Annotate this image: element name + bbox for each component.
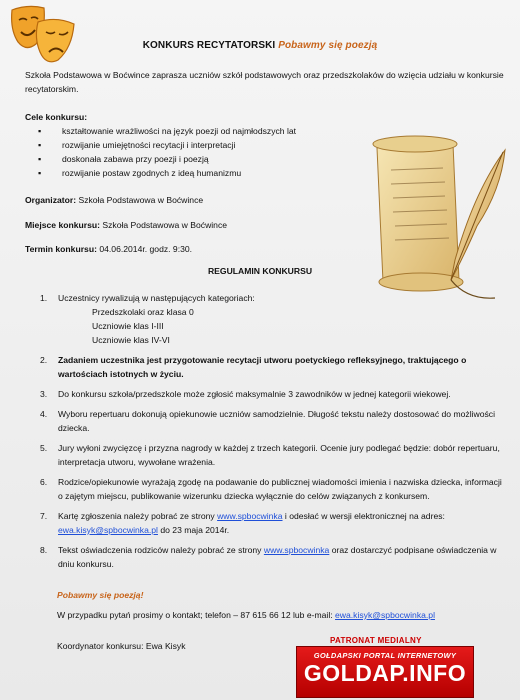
term-value: 04.06.2014r. godz. 9:30. [96, 244, 193, 254]
rule-text: i odesłać w wersji elektronicznej na adres: [282, 511, 445, 521]
rule-item: 1. Uczestnicy rywalizują w następujących kategoriach: Przedszkolaki oraz klasa 0 Uczniowie klas I-III Uczniowie klas IV-VI [38, 291, 508, 347]
portal-label: GOŁDAPSKI PORTAL INTERNETOWY [313, 651, 457, 660]
email-link[interactable]: ewa.kisyk@spbocwinka.pl [58, 525, 158, 535]
contact-line [57, 610, 512, 620]
goal-item: ▪ kształtowanie wrażliwości na język poezji od najmłodszych lat [38, 124, 296, 138]
rule-item: 4. Wyboru repertuaru dokonują opiekunowie uczniów samodzielnie. Długość tekstu należy dostosować do możliwości dziecka. [40, 409, 495, 433]
place-value: Szkoła Podstawowa w Boćwince [99, 220, 228, 230]
website-link[interactable]: www.spbocwinka [263, 545, 330, 555]
goal-item: ▪ rozwijanie umiejętności recytacji i interpretacji [38, 138, 296, 152]
rule-text: Wyboru repertuaru dokonują opiekunowie uczniów samodzielnie. Długość tekstu należy dostosować do możliwości dziecka. [58, 409, 495, 433]
rule-item: 5. Jury wyłoni zwycięzcę i przyzna nagrody w każdej z trzech kategorii. Ocenie jury podlegać będzie: dobór repertuaru, interpretacja utworu, wywołane wrażenia. [40, 443, 500, 467]
page-title [0, 40, 520, 51]
website-link[interactable]: www.spbocwinka [217, 511, 283, 521]
rule-text: oraz dostarczyć podpisane oświadczenia w dniu konkursu. [58, 545, 497, 569]
parchment-scroll-quill-icon [355, 130, 515, 310]
rule-text: Rodzice/opiekunowie wyrażają zgodę na podawanie do publicznej wiadomości imienia i nazwiska dziecka, informacji o zajętym miejscu, publikowanie wizerunku dziecka wyłącznie do celów związanych z konkursem. [58, 477, 502, 501]
goals-heading: Cele konkursu: [25, 112, 88, 122]
rule-text: Tekst oświadczenia rodziców należy pobrać ze strony [58, 545, 264, 555]
rule-item: 7. Kartę zgłoszenia należy pobrać ze strony www.spbocwinka i odesłać w wersji elektronicznej na adres: ewa.kisyk@spbocwinka.pl do 23 maja 2014r. [40, 511, 445, 535]
media-patron-banner[interactable] [296, 646, 474, 698]
rule-item: 6. Rodzice/opiekunowie wyrażają zgodę na podawanie do publicznej wiadomości imienia i nazwiska dziecka, informacji o zajętym miejscu, publikowanie wizerunku dziecka wyłącznie do celów związanych z konkursem. [40, 477, 502, 501]
category-item: Uczniowie klas I-III [92, 321, 164, 331]
contact-email-link[interactable]: ewa.kisyk@spbocwinka.pl [335, 610, 435, 620]
place-label: Miejsce konkursu: [25, 220, 100, 230]
goal-item: ▪ rozwijanie postaw zgodnych z ideą humanizmu [38, 166, 296, 180]
goal-item: ▪ doskonała zabawa przy poezji i poezją [38, 152, 296, 166]
rule-item: 8. Tekst oświadczenia rodziców należy pobrać ze strony www.spbocwinka oraz dostarczyć podpisane oświadczenia w dniu konkursu. [40, 545, 497, 569]
rule-text: Kartę zgłoszenia należy pobrać ze strony [58, 511, 218, 521]
rule-item: 2. Zadaniem uczestnika jest przygotowanie recytacji utworu poetyckiego refleksyjnego, traktującego o wartościach istotnych w życiu. [40, 355, 467, 379]
rule-text: do 23 maja 2014r. [157, 525, 230, 535]
rule-item: 3. Do konkursu szkoła/przedszkole może zgłosić maksymalnie 3 zawodników w jednej kategorii wiekowej. [40, 389, 451, 399]
rule-text: Jury wyłoni zwycięzcę i przyzna nagrody w każdej z trzech kategorii. Ocenie jury podlegać będzie: dobór repertuaru, interpretacja utworu, wywołane wrażenia. [58, 443, 500, 467]
category-item: Przedszkolaki oraz klasa 0 [92, 307, 194, 317]
title-main: KONKURS RECYTATORSKI [142, 40, 276, 51]
closing-slogan: Pobawmy się poezją! [57, 590, 144, 600]
contact-text: W przypadku pytań prosimy o kontakt; telefon – 87 615 66 12 lub e-mail: [57, 610, 336, 620]
coordinator-line: Koordynator konkursu: Ewa Kisyk [57, 641, 186, 651]
organizer-value: Szkoła Podstawowa w Boćwince [76, 195, 204, 205]
rule-text: Zadaniem uczestnika jest przygotowanie recytacji utworu poetyckiego refleksyjnego, traktującego o wartościach istotnych w życiu. [58, 355, 467, 379]
rules-heading: REGULAMIN KONKURSU [207, 266, 313, 276]
title-accent: Pobawmy się poezją [278, 40, 378, 51]
term-label: Termin konkursu: [25, 244, 97, 254]
patron-heading: PATRONAT MEDIALNY [330, 636, 422, 645]
intro-text: Szkoła Podstawowa w Boćwince zaprasza uczniów szkół podstawowych oraz przedszkolaków do wzięcia udziału w konkursie recytatorskim. [25, 70, 504, 94]
theater-masks-icon [6, 4, 80, 70]
rules-list [38, 291, 508, 577]
organizer-label: Organizator: [25, 195, 77, 205]
brand-logo: GOLDAP.INFO [303, 660, 467, 686]
rule-text: Uczestnicy rywalizują w następujących kategoriach: [58, 293, 255, 303]
goals-list [38, 124, 296, 180]
rule-text: Do konkursu szkoła/przedszkole może zgłosić maksymalnie 3 zawodników w jednej kategorii wiekowej. [58, 389, 451, 399]
category-item: Uczniowie klas IV-VI [92, 335, 170, 345]
